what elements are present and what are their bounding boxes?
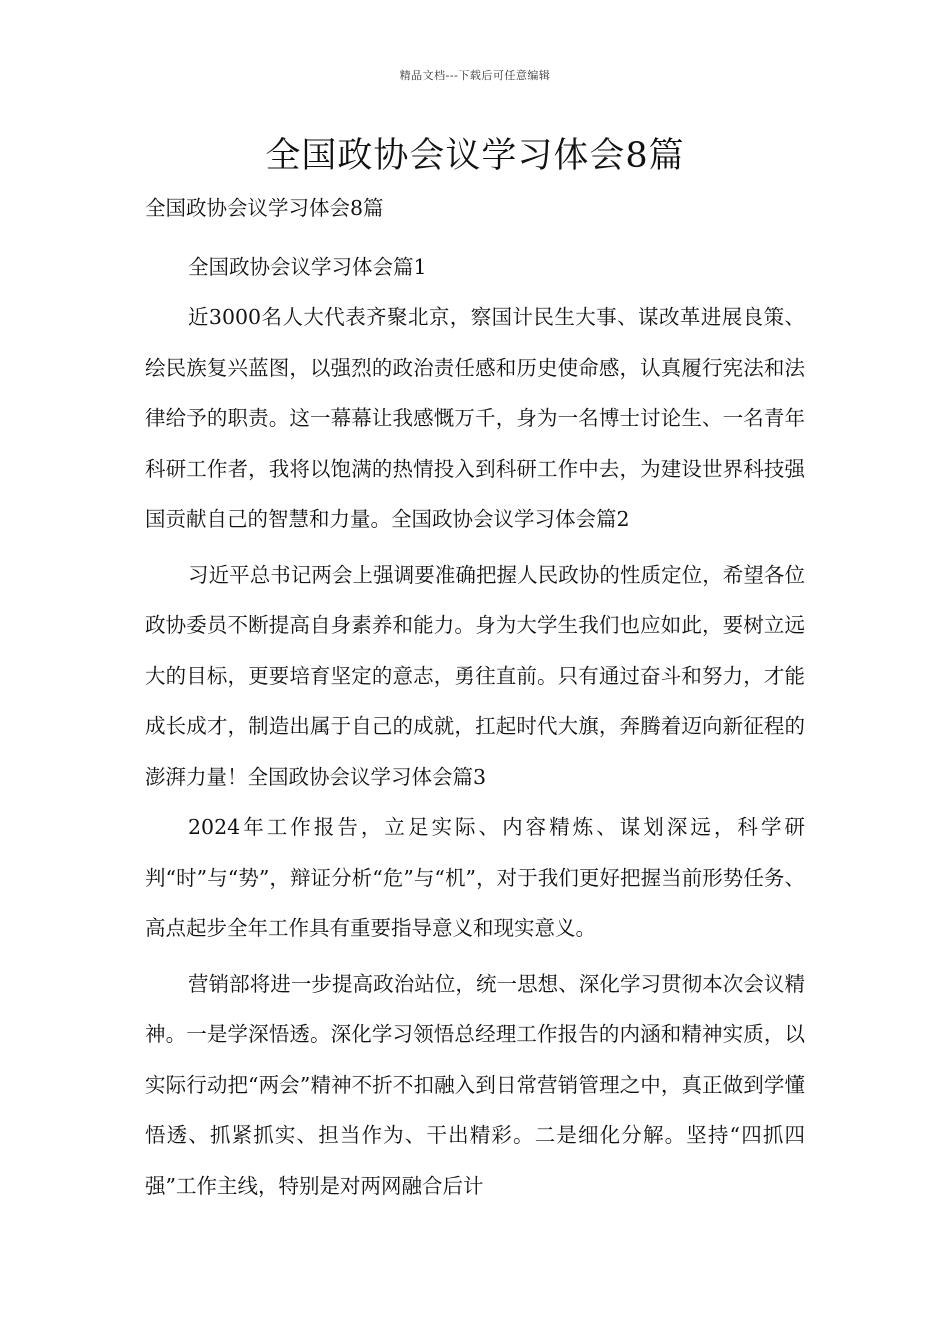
body-paragraph: 2024年工作报告，立足实际、内容精炼、谋划深远，科学研判“时”与“势”，辩证分析“危”与“机”，对于我们更好把握当前形势任务、高点起步全年工作具有重要指导意义和现实意义。 (145, 815, 805, 940)
document-title: 全国政协会议学习体会8篇 (265, 136, 685, 176)
document-subtitle: 全国政协会议学习体会8篇 (145, 196, 384, 220)
body-paragraph: 习近平总书记两会上强调要准确把握人民政协的性质定位，希望各位政协委员不断提高自身素养和能力。身为大学生我们也应如此，要树立远大的目标，更要培育坚定的意志，勇往直前。只有通过奋斗和努力，才能成长成才，制造出属于自己的成就，扛起时代大旗，奔腾着迈向新征程的澎湃力量！全国政协会议学习体会篇3 (145, 562, 805, 789)
document-body (145, 183, 805, 1211)
body-paragraph: 营销部将进一步提高政治站位，统一思想、深化学习贯彻本次会议精神。一是学深悟透。深化学习领悟总经理工作报告的内涵和精神实质，以实际行动把“两会”精神不折不扣融入到日常营销管理之中，真正做到学懂悟透、抓紧抓实、担当作为、干出精彩。二是细化分解。坚持“四抓四强”工作主线，特别是对两网融合后计 (145, 971, 805, 1198)
section-heading: 全国政协会议学习体会篇1 (188, 254, 427, 279)
body-paragraph: 近3000名人大代表齐聚北京，察国计民生大事、谋改革进展良策、绘民族复兴蓝图，以强烈的政治责任感和历史使命感，认真履行宪法和法律给予的职责。这一幕幕让我感慨万千，身为一名博士讨论生、一名青年科研工作者，我将以饱满的热情投入到科研工作中去，为建设世界科技强国贡献自己的智慧和力量。全国政协会议学习体会篇2 (145, 305, 805, 531)
header-note: 精品文档---下载后可任意编辑 (399, 69, 551, 82)
